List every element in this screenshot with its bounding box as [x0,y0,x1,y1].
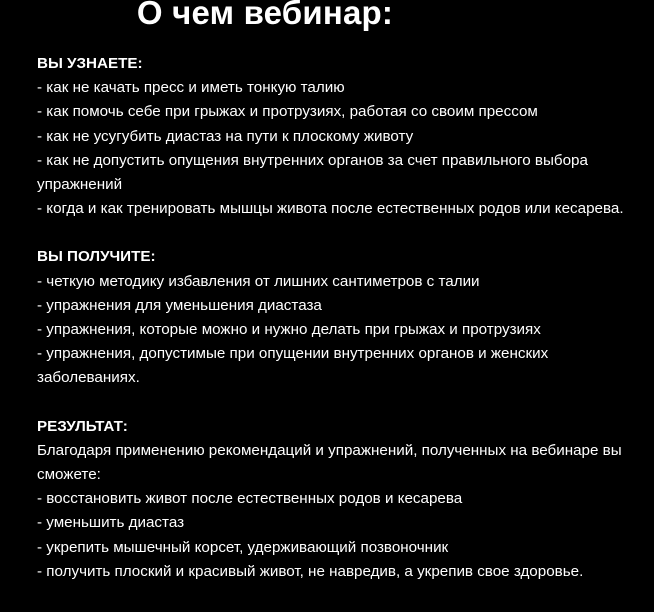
list-item: - когда и как тренировать мышцы живота после естественных родов или кесарева. [37,200,624,218]
section-heading: РЕЗУЛЬТАТ: [37,417,128,435]
list-item: - восстановить живот после естественных родов и кесарева [37,490,463,508]
section-get [37,245,649,390]
list-item: - как не усугубить диастаз на пути к плоскому животу [37,127,414,145]
section-result [37,415,649,584]
list-item: - как не допустить опущения внутренних органов за счет правильного выбора упражнений [37,151,588,194]
list-item: - упражнения, которые можно и нужно делать при грыжах и протрузиях [37,321,541,339]
page-title: О чем вебинар: [136,0,394,31]
section-heading: ВЫ ПОЛУЧИТЕ: [37,248,156,266]
webinar-description [37,52,649,584]
list-item: - как не качать пресс и иметь тонкую талию [37,79,345,97]
list-item: - четкую методику избавления от лишних сантиметров с талии [37,272,480,290]
section-learn [37,52,649,221]
list-item: - укрепить мышечный корсет, удерживающий позвоночник [37,538,449,556]
list-item: - как помочь себе при грыжах и протрузиях, работая со своим прессом [37,103,538,121]
list-item: - получить плоский и красивый живот, не навредив, а укрепив свое здоровье. [37,562,584,580]
list-item: - упражнения, допустимые при опущении внутренних органов и женских заболеваниях. [37,345,549,387]
list-item: - упражнения для уменьшения диастаза [37,296,322,314]
list-item: - уменьшить диастаз [37,514,185,532]
section-heading: ВЫ УЗНАЕТЕ: [37,55,143,72]
list-item: Благодаря применению рекомендаций и упражнений, полученных на вебинаре вы сможете: [37,441,622,484]
